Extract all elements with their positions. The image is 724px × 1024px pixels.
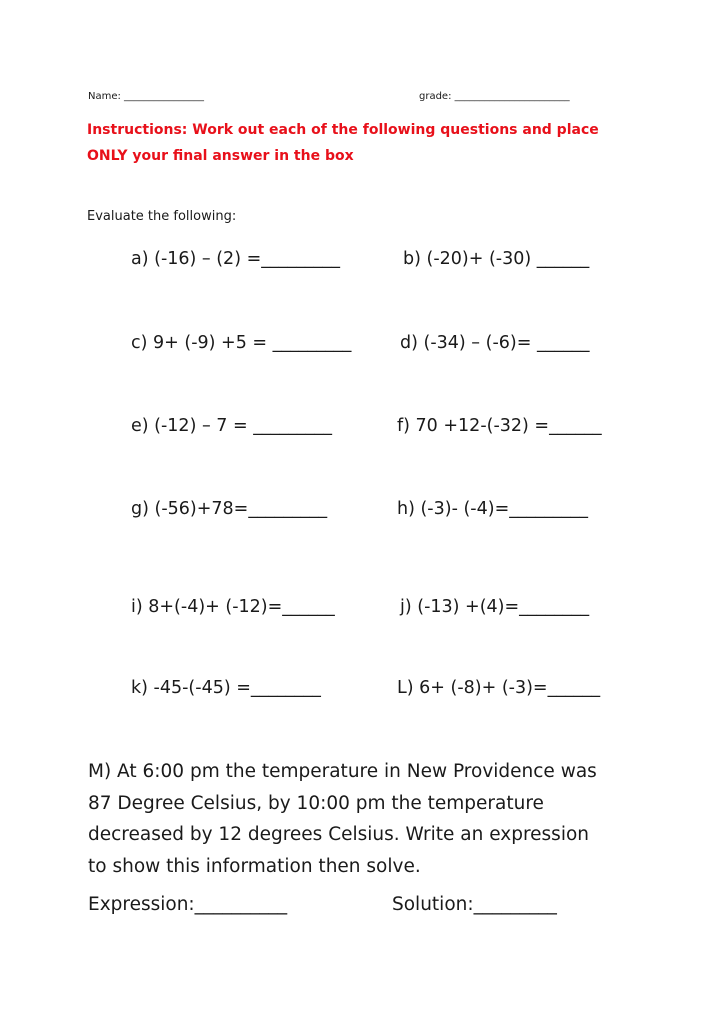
instructions [87, 117, 647, 169]
grade-field[interactable]: grade: _______________________ [419, 91, 570, 102]
instructions-line-1: Instructions: Work out each of the following questions and place [87, 122, 599, 138]
question-i[interactable]: i) 8+(-4)+ (-12)=______ [131, 597, 335, 617]
word-problem-line-4: to show this information then solve. [88, 855, 421, 877]
question-j[interactable]: j) (-13) +(4)=________ [400, 597, 590, 617]
question-k[interactable]: k) -45-(-45) =________ [131, 678, 321, 698]
word-problem-line-3: decreased by 12 degrees Celsius. Write an expression [88, 824, 589, 845]
question-l[interactable]: L) 6+ (-8)+ (-3)=______ [397, 678, 601, 698]
question-g[interactable]: g) (-56)+78=_________ [131, 499, 328, 519]
question-e[interactable]: e) (-12) – 7 = _________ [131, 416, 332, 436]
question-a[interactable]: a) (-16) – (2) =_________ [131, 249, 340, 269]
name-field[interactable]: Name: ________________ [88, 91, 205, 102]
word-problem-line-2: 87 Degree Celsius, by 10:00 pm the temperature [88, 792, 544, 814]
question-h[interactable]: h) (-3)- (-4)=_________ [397, 499, 588, 519]
question-f[interactable]: f) 70 +12-(-32) =______ [397, 416, 602, 436]
solution-field[interactable]: Solution:_________ [392, 894, 557, 915]
question-b[interactable]: b) (-20)+ (-30) ______ [403, 249, 590, 269]
expression-field[interactable]: Expression:__________ [88, 894, 288, 915]
word-problem-line-1: M) At 6:00 pm the temperature in New Providence was [88, 761, 597, 782]
instructions-line-2: ONLY your final answer in the box [87, 148, 354, 164]
question-d[interactable]: d) (-34) – (-6)= ______ [400, 333, 590, 353]
question-c[interactable]: c) 9+ (-9) +5 = _________ [131, 333, 352, 353]
evaluate-heading: Evaluate the following: [87, 209, 237, 224]
word-problem-m [88, 756, 688, 882]
